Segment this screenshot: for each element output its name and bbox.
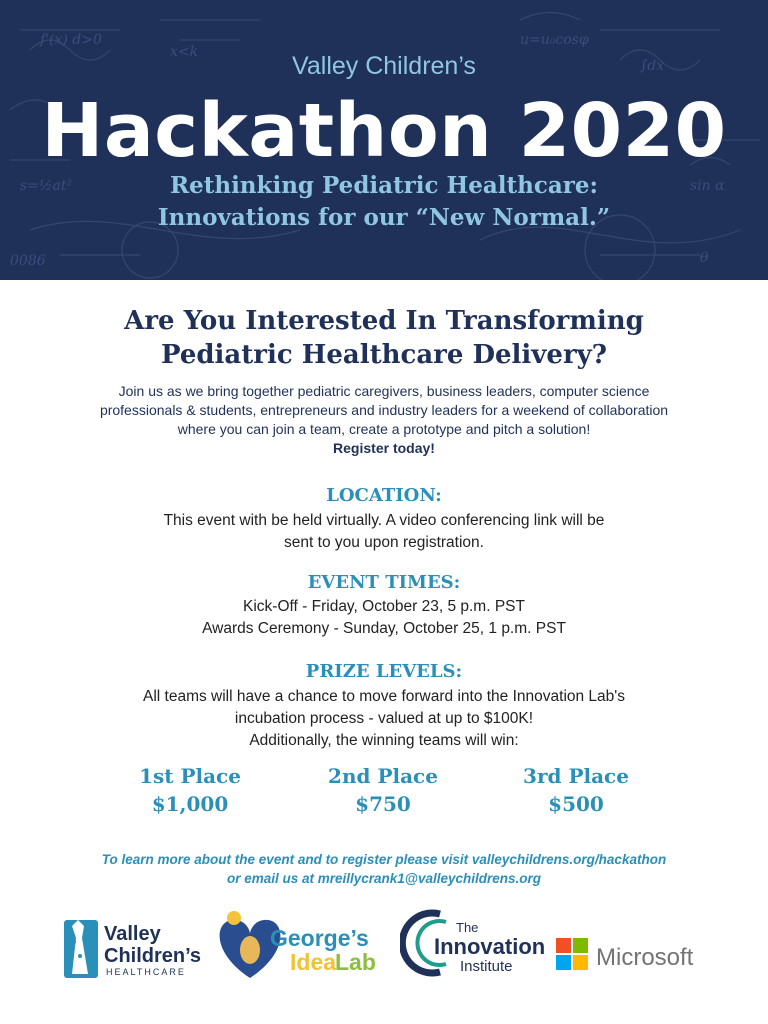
prize-levels-body xyxy=(84,686,684,752)
svg-text:0086: 0086 xyxy=(10,253,46,269)
subtitle xyxy=(0,170,768,234)
location-body xyxy=(84,510,684,554)
valley-logo-line-1: Valley xyxy=(104,923,161,945)
valley-logo-line-2: Children’s xyxy=(104,945,202,967)
svg-text:x<k: x<k xyxy=(170,44,199,60)
footer-line-2: or email us at mreillycrank1@valleychildrens.org xyxy=(226,871,542,886)
footer-line-1: To learn more about the event and to register please visit valleychildrens.org/hackathon xyxy=(101,852,667,867)
prize-second xyxy=(283,762,483,818)
event-times-body xyxy=(84,596,684,640)
prize-first xyxy=(90,762,290,818)
subtitle-line-1: Rethinking Pediatric Healthcare: xyxy=(169,172,599,199)
location-heading: LOCATION: xyxy=(326,485,442,506)
georges-logo-idea: Idea xyxy=(290,949,337,975)
microsoft-wordmark: Microsoft xyxy=(596,944,694,971)
prize-levels-heading: PRIZE LEVELS: xyxy=(305,661,463,682)
location-line-1: This event with be held virtually. A video conferencing link will be xyxy=(163,512,605,529)
innovation-logo-line-1: The xyxy=(456,920,479,935)
microsoft-windows-icon xyxy=(556,938,588,970)
svg-text:u=u₀cosφ: u=u₀cosφ xyxy=(520,32,589,48)
lightbulb-icon xyxy=(227,911,241,925)
register-cta: Register today! xyxy=(333,440,435,456)
pre-title: Valley Children’s xyxy=(292,52,476,80)
prize-amount: $1,000 xyxy=(151,792,229,816)
subtitle-line-2: Innovations for our “New Normal.” xyxy=(157,204,611,231)
intro-line-3: where you can join a team, create a prototype and pitch a solution! xyxy=(177,421,591,437)
headline-line-2: Pediatric Healthcare Delivery? xyxy=(160,340,607,370)
innovation-logo-line-3: Institute xyxy=(460,958,513,975)
microsoft-logo xyxy=(556,936,706,976)
svg-text:θ: θ xyxy=(700,250,709,266)
svg-text:f'(x) d>0: f'(x) d>0 xyxy=(40,32,102,48)
kickoff-time: Kick-Off - Friday, October 23, 5 p.m. PST xyxy=(243,598,525,615)
georges-logo-line-1: George’s xyxy=(270,925,369,951)
prize-third xyxy=(476,762,676,818)
header-banner xyxy=(0,0,768,280)
event-times-heading: EVENT TIMES: xyxy=(307,572,461,593)
svg-text:s=½at²: s=½at² xyxy=(20,178,73,194)
georges-logo-lab: Lab xyxy=(335,949,376,975)
giraffe-mascot-icon xyxy=(240,936,260,964)
prize-line-2: incubation process - valued at up to $100K! xyxy=(234,710,534,727)
innovation-logo-line-2: Innovation xyxy=(434,934,546,959)
giraffe-icon xyxy=(60,912,220,982)
innovation-institute-logo xyxy=(400,908,548,978)
prize-line-3: Additionally, the winning teams will win: xyxy=(249,732,519,749)
svg-text:∫dx: ∫dx xyxy=(640,58,665,74)
prize-amount: $750 xyxy=(355,792,411,816)
georges-idea-lab-logo xyxy=(210,908,395,984)
prize-label: 1st Place xyxy=(139,764,241,788)
valley-childrens-logo xyxy=(60,912,220,982)
headline-line-1: Are You Interested In Transforming xyxy=(124,306,644,336)
prize-label: 2nd Place xyxy=(328,764,438,788)
prize-label: 3rd Place xyxy=(523,764,629,788)
intro-line-1: Join us as we bring together pediatric caregivers, business leaders, computer science xyxy=(118,383,650,399)
valley-logo-line-3: HEALTHCARE xyxy=(106,967,186,977)
footer-note xyxy=(40,850,728,888)
svg-text:sin α: sin α xyxy=(690,178,725,194)
page-title: Hackathon 2020 xyxy=(41,88,727,174)
location-line-2: sent to you upon registration. xyxy=(284,534,484,551)
prize-line-1: All teams will have a chance to move forward into the Innovation Lab's xyxy=(143,688,625,705)
prize-amount: $500 xyxy=(548,792,604,816)
awards-time: Awards Ceremony - Sunday, October 25, 1 p.m. PST xyxy=(202,620,566,637)
headline xyxy=(0,304,768,372)
intro-line-2: professionals & students, entrepreneurs and industry leaders for a weekend of collaboration xyxy=(99,402,669,418)
intro-paragraph xyxy=(50,382,718,458)
